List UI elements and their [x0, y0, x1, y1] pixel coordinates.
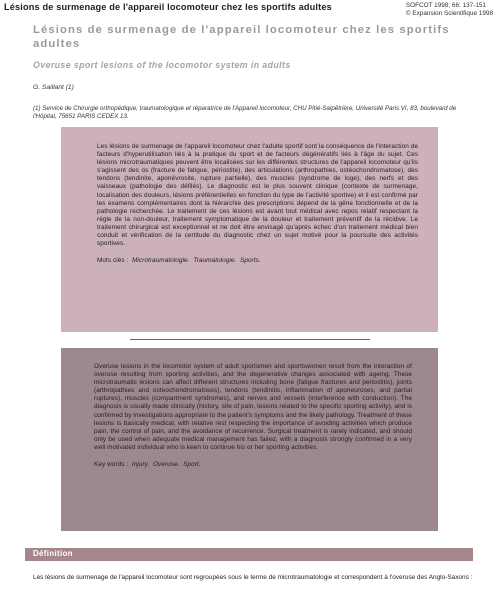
citation-block [406, 2, 493, 18]
article-authors: G. Saillant (1) [33, 84, 74, 91]
citation-line-2: © Expansion Scientifique 1998 [405, 10, 493, 17]
keywords-french [97, 257, 418, 265]
running-title: Lésions de surmenage de l'appareil locomoteur chez les sportifs adultes [4, 2, 332, 12]
keyword: Microtraumatologie. [132, 257, 190, 265]
article-affiliation: (1) Service de Chirurgie orthopédique, traumatologique et réparatrice de l'Appareil locomoteur, CHU Pitié-Salpêtrière, Université Paris VI, 83, boulevard de l'Hôpital, 75651 PARIS CEDEX 13. [33, 105, 457, 121]
section-heading-bar [25, 548, 473, 561]
section-heading: Définition [33, 549, 73, 558]
keyword: Traumatologie. [193, 257, 237, 265]
section-body-text: Les lésions de surmenage de l'appareil locomoteur sont regroupées sous le terme de microtraumatologie et correspondent à l'overuse des Anglo-Saxons : [33, 574, 473, 581]
abstract-divider [130, 339, 370, 340]
article-title: Lésions de surmenage de l'appareil locomoteur chez les sportifs adultes [33, 24, 450, 50]
keywords-label: Key words : [94, 461, 129, 469]
abstract-french [61, 127, 438, 332]
keywords-label: Mots clés : [97, 257, 129, 265]
article-subtitle: Overuse sport lesions of the locomotor system in adults [33, 60, 291, 70]
citation-line-1: SOFCOT 1998; 66: 137-151 [405, 2, 487, 9]
keyword: Sport. [183, 461, 201, 469]
abstract-french-text: Les lésions de surmenage de l'appareil locomoteur chez l'adulte sportif sont la conséquence de l'interaction de facteurs d'hyperutilisation liés à la pratique du sport et de facteurs dégénératifs liés à l'âge du sujet. Ces lésions microtraumatiques peuvent être localisées sur les différentes structures de l'appareil locomoteur qu'ils s'agissent des os (fracture de fatigue, périostite), des articulations (arthropathies, ostéochondromatose), des tendons (tendinite, aponévrosite, rupture partielle), des muscles (syndrome de loge), des nerfs et des vaisseaux (pathologie des défilés). Le diagnostic est le plus souvent clinique (contexte de surmenage, localisation des douleurs, lésions préférentielles en fonction du type de l'activité sportive) et il est confirmé par les examens complémentaires dont la hiérarchie des prescriptions dépend de la gêne fonctionnelle et de la pathologie recherchée. Le traitement de ces lésions est avant tout médical avec repos relatif respectant la règle de la non-douleur, traitement symptomatique de la douleur et traitement préventif de la récidive. Le traitement chirurgical est exceptionnel et ne doit être envisagé qu'après échec d'un traitement médical bien conduit et vérification de la certitude du diagnostic chez un sujet motivé pour la poursuite des activités sportives. [97, 143, 418, 248]
abstract-english [61, 348, 438, 531]
keyword: Overuse. [152, 461, 180, 469]
keyword: Sports. [240, 257, 261, 265]
abstract-english-text: Overuse lesions in the locomotor system of adult sportsmen and sportswomen result from the interaction of overuse resulting from sporting activities, and the degenerative changes associated with ageing. These microtraumatic lesions can affect different structures including bone (fatigue fractures and periostitis), joints (arthropathies and osteochondromatoses), tendons (tendinitis, inflammation of aponeuroses, and partial ruptures), muscles (compartment syndromes), and nerves and vessels (interference with conduction). The diagnosis is usually made clinically (history, site of pain, lesions related to the specific sporting activity), and is confirmed by investigations appropriate to the patient's symptoms and the likely pathology. Treatment of these lesions is basically medical, with relative rest respecting the importance of avoiding activities which produce pain, the control of pain, and the avoidance of recurrence. Surgical treatment is rarely indicated, and should only be used when adequate medical management has failed, with a diagnosis strongly confirmed in a very well motivated individual who is keen to continue his or her sporting activities. [94, 363, 412, 451]
keyword: Injury. [131, 461, 150, 469]
keywords-english [94, 461, 412, 469]
